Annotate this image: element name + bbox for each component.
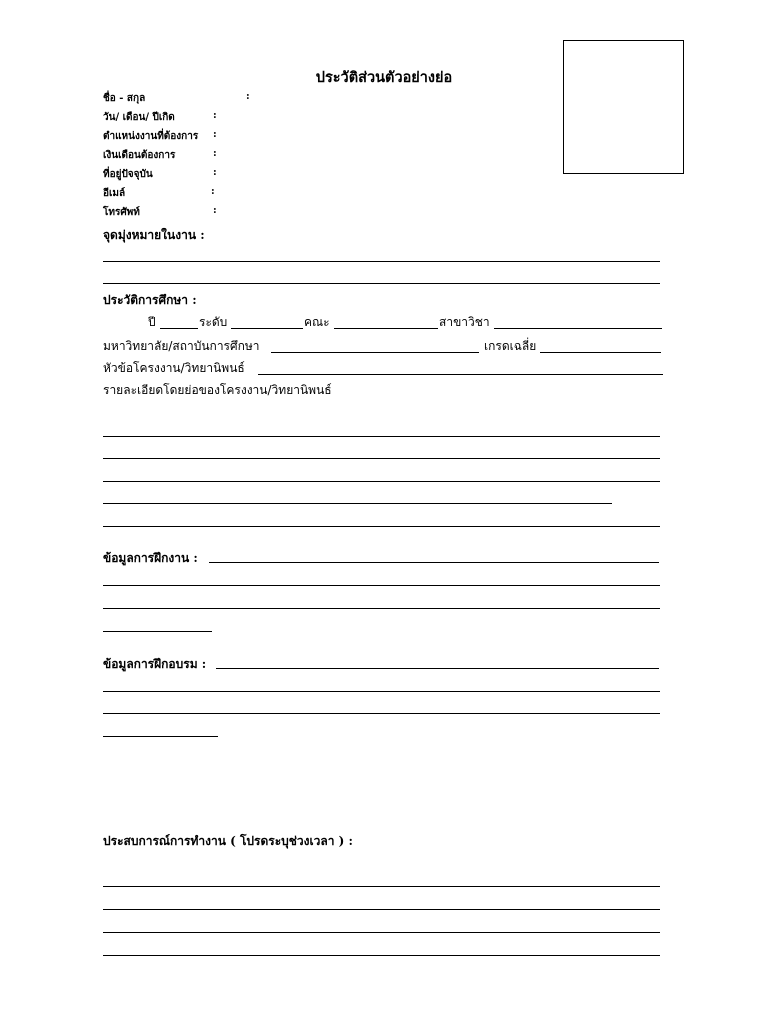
work-experience-label: ประสบการณ์การทำงาน ( โปรดระบุช่วงเวลา ) : (103, 834, 353, 848)
career-goal-line-1[interactable] (103, 261, 660, 262)
level-label: ระดับ (199, 315, 228, 329)
education-heading: ประวัติการศึกษา : (103, 293, 197, 307)
email-label: อีเมล์ (103, 188, 126, 199)
project-detail-line-4[interactable] (103, 503, 612, 504)
faculty-field-line[interactable] (334, 328, 438, 329)
project-title-field-line[interactable] (258, 374, 663, 375)
training-label: ข้อมูลการฝึกอบรม : (103, 657, 207, 671)
internship-line-3[interactable] (103, 608, 660, 609)
page-title: ประวัติส่วนตัวอย่างย่อ (315, 69, 453, 86)
project-detail-line-3[interactable] (103, 481, 660, 482)
work-experience-line-2[interactable] (103, 909, 660, 910)
birthdate-label: วัน/ เดือน/ ปีเกิด (103, 112, 175, 123)
gpa-field-line[interactable] (540, 352, 661, 353)
training-line-3[interactable] (103, 713, 660, 714)
project-detail-line-1[interactable] (103, 436, 660, 437)
project-detail-line-5[interactable] (103, 526, 660, 527)
phone-label: โทรศัพท์ (103, 207, 140, 218)
desired-position-colon: : (213, 129, 217, 140)
address-label: ที่อยู่ปัจจุบัน (103, 169, 153, 180)
name-label: ชื่อ - สกุล (103, 93, 146, 104)
university-label: มหาวิทยาลัย/สถาบันการศึกษา (103, 339, 260, 353)
faculty-label: คณะ (304, 315, 330, 329)
phone-colon: : (213, 205, 217, 216)
name-colon: : (246, 91, 250, 102)
expected-salary-colon: : (213, 148, 217, 159)
year-field-line[interactable] (160, 328, 198, 329)
desired-position-label: ตำแหน่งงานที่ต้องการ (103, 131, 199, 142)
training-field-line[interactable] (216, 668, 659, 669)
major-field-line[interactable] (494, 328, 662, 329)
expected-salary-label: เงินเดือนต้องการ (103, 150, 176, 161)
photo-box[interactable] (563, 40, 684, 174)
birthdate-colon: : (213, 110, 217, 121)
level-field-line[interactable] (231, 328, 303, 329)
university-field-line[interactable] (271, 352, 479, 353)
project-detail-label: รายละเอียดโดยย่อของโครงงาน/วิทยานิพนธ์ (103, 383, 332, 397)
internship-line-4[interactable] (103, 631, 212, 632)
work-experience-line-1[interactable] (103, 886, 660, 887)
email-colon: : (211, 186, 215, 197)
gpa-label: เกรดเฉลี่ย (484, 339, 537, 353)
training-line-2[interactable] (103, 691, 660, 692)
internship-field-line[interactable] (209, 562, 659, 563)
career-goal-label: จุดมุ่งหมายในงาน : (103, 228, 205, 242)
internship-label: ข้อมูลการฝึกงาน : (103, 551, 198, 565)
project-title-label: หัวข้อโครงงาน/วิทยานิพนธ์ (103, 361, 245, 375)
project-detail-line-2[interactable] (103, 458, 660, 459)
work-experience-line-4[interactable] (103, 955, 660, 956)
career-goal-line-2[interactable] (103, 283, 660, 284)
work-experience-line-3[interactable] (103, 932, 660, 933)
major-label: สาขาวิชา (439, 315, 490, 329)
training-line-4[interactable] (103, 736, 218, 737)
year-label: ปี (148, 315, 156, 329)
internship-line-2[interactable] (103, 585, 660, 586)
address-colon: : (213, 167, 217, 178)
